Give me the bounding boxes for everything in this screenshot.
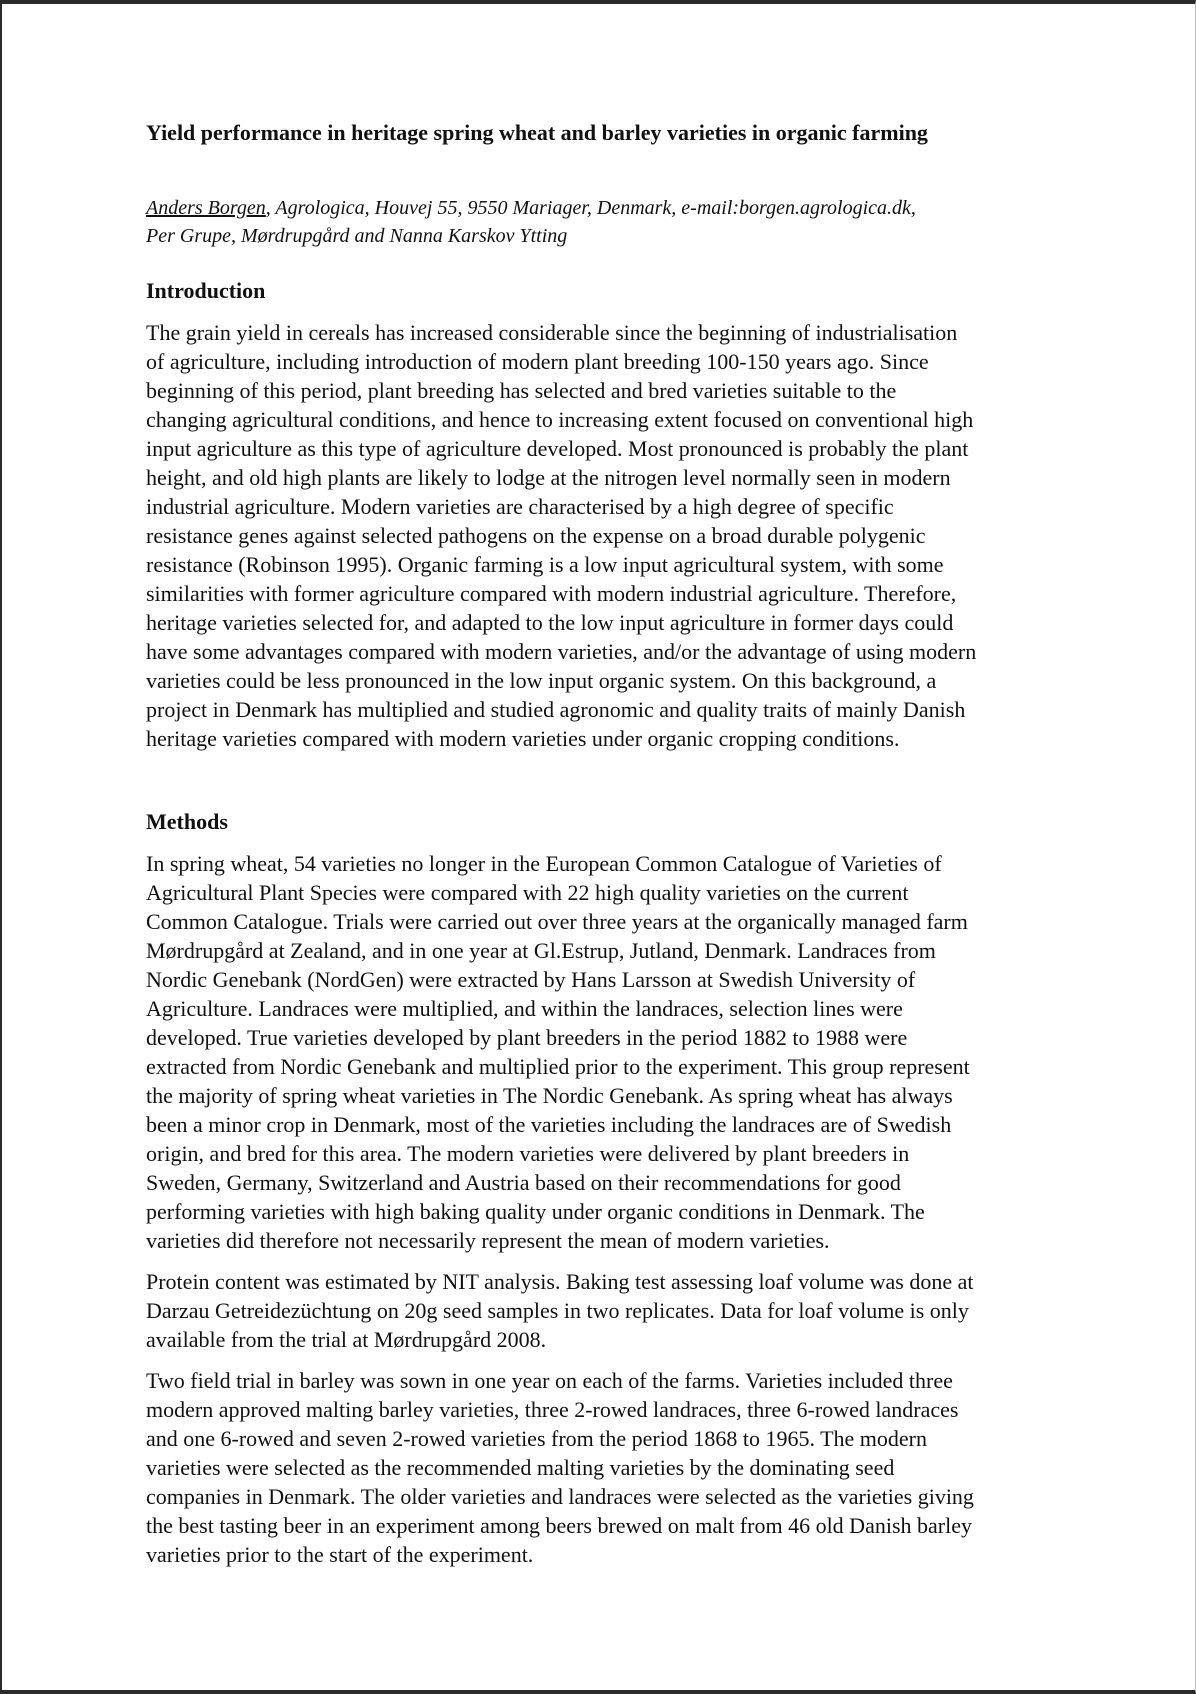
text-line: extracted from Nordic Genebank and multiplied prior to the experiment. This group represent <box>146 1054 970 1079</box>
text-line: input agriculture as this type of agriculture developed. Most pronounced is probably the plant <box>146 436 969 461</box>
text-line: varieties prior to the start of the experiment. <box>146 1542 534 1567</box>
text-line: and one 6-rowed and seven 2-rowed varieties from the period 1868 to 1965. The modern <box>146 1426 927 1451</box>
text-line: Mørdrupgård at Zealand, and in one year at Gl.Estrup, Jutland, Denmark. Landraces from <box>146 938 936 963</box>
text-line: varieties were selected as the recommended malting varieties by the dominating seed <box>146 1455 895 1480</box>
text-line: origin, and bred for this area. The modern varieties were delivered by plant breeders in <box>146 1141 910 1166</box>
text-line: companies in Denmark. The older varieties and landraces were selected as the varieties giving <box>146 1484 974 1509</box>
methods-paragraph-3 <box>146 1366 1066 1569</box>
text-line: Protein content was estimated by NIT analysis. Baking test assessing loaf volume was done at <box>146 1269 974 1294</box>
text-line: Sweden, Germany, Switzerland and Austria based on their recommendations for good <box>146 1170 901 1195</box>
text-line: Two field trial in barley was sown in one year on each of the farms. Varieties included three <box>146 1368 953 1393</box>
text-line: project in Denmark has multiplied and studied agronomic and quality traits of mainly Danish <box>146 697 966 722</box>
text-line: In spring wheat, 54 varieties no longer in the European Common Catalogue of Varieties of <box>146 851 942 876</box>
author-block <box>146 194 1066 250</box>
paper-title: Yield performance in heritage spring wheat and barley varieties in organic farming <box>146 120 928 145</box>
text-line: industrial agriculture. Modern varieties are characterised by a high degree of specific <box>146 494 894 519</box>
page-content <box>146 118 1066 1569</box>
text-line: of agriculture, including introduction of modern plant breeding 100-150 years ago. Since <box>146 349 929 374</box>
text-line: height, and old high plants are likely to lodge at the nitrogen level normally seen in modern <box>146 465 951 490</box>
text-line: Nordic Genebank (NordGen) were extracted by Hans Larsson at Swedish University of <box>146 967 916 992</box>
text-line: varieties did therefore not necessarily represent the mean of modern varieties. <box>146 1228 830 1253</box>
methods-paragraph-2 <box>146 1267 1066 1354</box>
text-line: the majority of spring wheat varieties in The Nordic Genebank. As spring wheat has always <box>146 1083 953 1108</box>
author-line-2: Per Grupe, Mørdrupgård and Nanna Karskov Ytting <box>146 225 568 247</box>
methods-heading: Methods <box>146 809 228 834</box>
author-affiliation: , Agrologica, Houvej 55, 9550 Mariager, Denmark, e-mail:borgen.agrologica.dk, <box>265 197 916 219</box>
text-line: varieties could be less pronounced in the low input organic system. On this background, a <box>146 668 937 693</box>
methods-paragraph-1 <box>146 849 1066 1255</box>
text-line: resistance (Robinson 1995). Organic farming is a low input agricultural system, with some <box>146 552 944 577</box>
presenting-author: Anders Borgen <box>146 197 266 219</box>
text-line: developed. True varieties developed by plant breeders in the period 1882 to 1988 were <box>146 1025 908 1050</box>
text-line: heritage varieties selected for, and adapted to the low input agriculture in former days could <box>146 610 954 635</box>
text-line: similarities with former agriculture compared with modern industrial agriculture. Therefore, <box>146 581 957 606</box>
text-line: modern approved malting barley varieties, three 2-rowed landraces, three 6-rowed landraces <box>146 1397 959 1422</box>
introduction-heading: Introduction <box>146 278 266 303</box>
text-line: Agricultural Plant Species were compared with 22 high quality varieties on the current <box>146 880 909 905</box>
text-line: performing varieties with high baking quality under organic conditions in Denmark. The <box>146 1199 925 1224</box>
text-line: changing agricultural conditions, and hence to increasing extent focused on conventional high <box>146 407 974 432</box>
introduction-paragraph <box>146 318 1066 753</box>
text-line: Common Catalogue. Trials were carried out over three years at the organically managed farm <box>146 909 968 934</box>
text-line: have some advantages compared with modern varieties, and/or the advantage of using modern <box>146 639 977 664</box>
text-line: The grain yield in cereals has increased considerable since the beginning of industrialisation <box>146 320 958 345</box>
text-line: resistance genes against selected pathogens on the expense on a broad durable polygenic <box>146 523 926 548</box>
author-line-1 <box>146 194 1066 222</box>
text-line: beginning of this period, plant breeding has selected and bred varieties suitable to the <box>146 378 897 403</box>
text-line: heritage varieties compared with modern varieties under organic cropping conditions. <box>146 726 900 751</box>
text-line: available from the trial at Mørdrupgård 2008. <box>146 1327 547 1352</box>
text-line: Agriculture. Landraces were multiplied, and within the landraces, selection lines were <box>146 996 903 1021</box>
text-line: the best tasting beer in an experiment among beers brewed on malt from 46 old Danish barley <box>146 1513 972 1538</box>
text-line: been a minor crop in Denmark, most of the varieties including the landraces are of Swedish <box>146 1112 952 1137</box>
text-line: Darzau Getreidezüchtung on 20g seed samples in two replicates. Data for loaf volume is only <box>146 1298 969 1323</box>
